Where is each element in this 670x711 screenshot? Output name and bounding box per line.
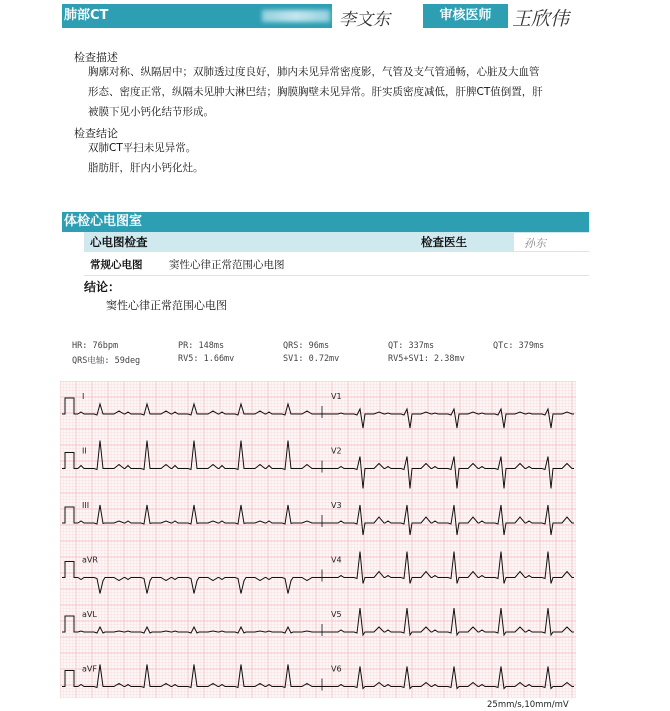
- lead-label: II: [82, 446, 87, 456]
- ecg-tracing: [60, 381, 576, 698]
- lead-trace-V4: [322, 552, 574, 584]
- measure-rv5: RV5: 1.66mv: [178, 354, 235, 364]
- lead-label: V6: [331, 664, 342, 674]
- ct-section-title: 肺部CT: [62, 4, 332, 28]
- exam-conclusion-line: 双肺CT平扫未见异常。: [88, 142, 197, 154]
- lead-trace-aVL: [78, 627, 322, 633]
- lead-label: V5: [331, 610, 342, 619]
- measure-qrs-axis: QRS电轴: 59deg: [72, 356, 141, 366]
- lead-label: aVF: [82, 664, 97, 674]
- lead-trace-V1: [322, 409, 574, 428]
- ecg-doctor-label: 检查医生: [421, 235, 467, 249]
- measure-hr: HR: 76bpm: [72, 341, 119, 351]
- lead-label: V4: [331, 555, 342, 565]
- measure-sv1: SV1: 0.72mv: [283, 354, 340, 364]
- ecg-item-label: 常规心电图: [90, 259, 143, 271]
- ecg-exam-label: 心电图检查: [90, 235, 148, 249]
- exam-description-label: 检查描述: [74, 51, 118, 64]
- exam-conclusion-label: 检查结论: [74, 127, 118, 140]
- lead-label: aVR: [82, 555, 98, 565]
- ecg-doctor-signature: 孙东: [514, 233, 589, 251]
- ecg-section-title: 体检心电图室: [62, 212, 589, 232]
- ecg-grid: [60, 381, 576, 698]
- measure-qtc: QTc: 379ms: [493, 341, 545, 351]
- ecg-item-row: [84, 255, 589, 276]
- exam-description-line: 形态、密度正常，纵隔未见肿大淋巴结；胸膜胸壁未见异常。肝实质密度减低，肝脾CT值倒置，肝: [88, 86, 543, 98]
- measure-qt: QT: 337ms: [388, 341, 435, 351]
- lead-label: V1: [331, 392, 342, 401]
- lead-label: V3: [331, 501, 342, 510]
- exam-description-line: 胸廓对称、纵隔居中；双肺透过度良好，肺内未见异常密度影，气管及支气管通畅，心脏及大血管: [88, 66, 540, 78]
- lead-label: III: [82, 501, 90, 510]
- measure-rv5-sv1: RV5+SV1: 2.38mv: [388, 354, 465, 364]
- lead-label: V2: [331, 446, 342, 456]
- ecg-item-result: 窦性心律正常范围心电图: [169, 259, 285, 271]
- reviewer-signature: 王欣伟: [508, 4, 589, 28]
- ecg-conclusion-label: 结论：: [84, 280, 121, 294]
- lead-label: aVL: [82, 610, 97, 619]
- exam-conclusion-line: 脂肪肝，肝内小钙化灶。: [88, 162, 204, 174]
- exam-description-line: 被膜下见小钙化结节形成。: [88, 106, 214, 118]
- measure-qrs: QRS: 96ms: [283, 341, 330, 351]
- lead-trace-V5: [322, 608, 574, 635]
- ecg-conclusion-text: 窦性心律正常范围心电图: [106, 299, 227, 312]
- lead-trace-III: [78, 505, 322, 524]
- paper-speed-label: 25mm/s,10mm/mV: [487, 700, 569, 710]
- redacted-name: [262, 10, 330, 22]
- ecg-grid-svg: [60, 381, 576, 698]
- ct-doctor-signature: 李文东: [333, 4, 423, 28]
- lead-trace-aVR: [78, 578, 322, 594]
- reviewer-label: 审核医师: [423, 4, 508, 28]
- lead-trace-aVF: [78, 665, 322, 688]
- ecg-exam-header-row: [84, 232, 589, 252]
- lead-label: I: [82, 392, 85, 401]
- lead-trace-V3: [322, 505, 574, 535]
- measure-pr: PR: 148ms: [178, 341, 225, 351]
